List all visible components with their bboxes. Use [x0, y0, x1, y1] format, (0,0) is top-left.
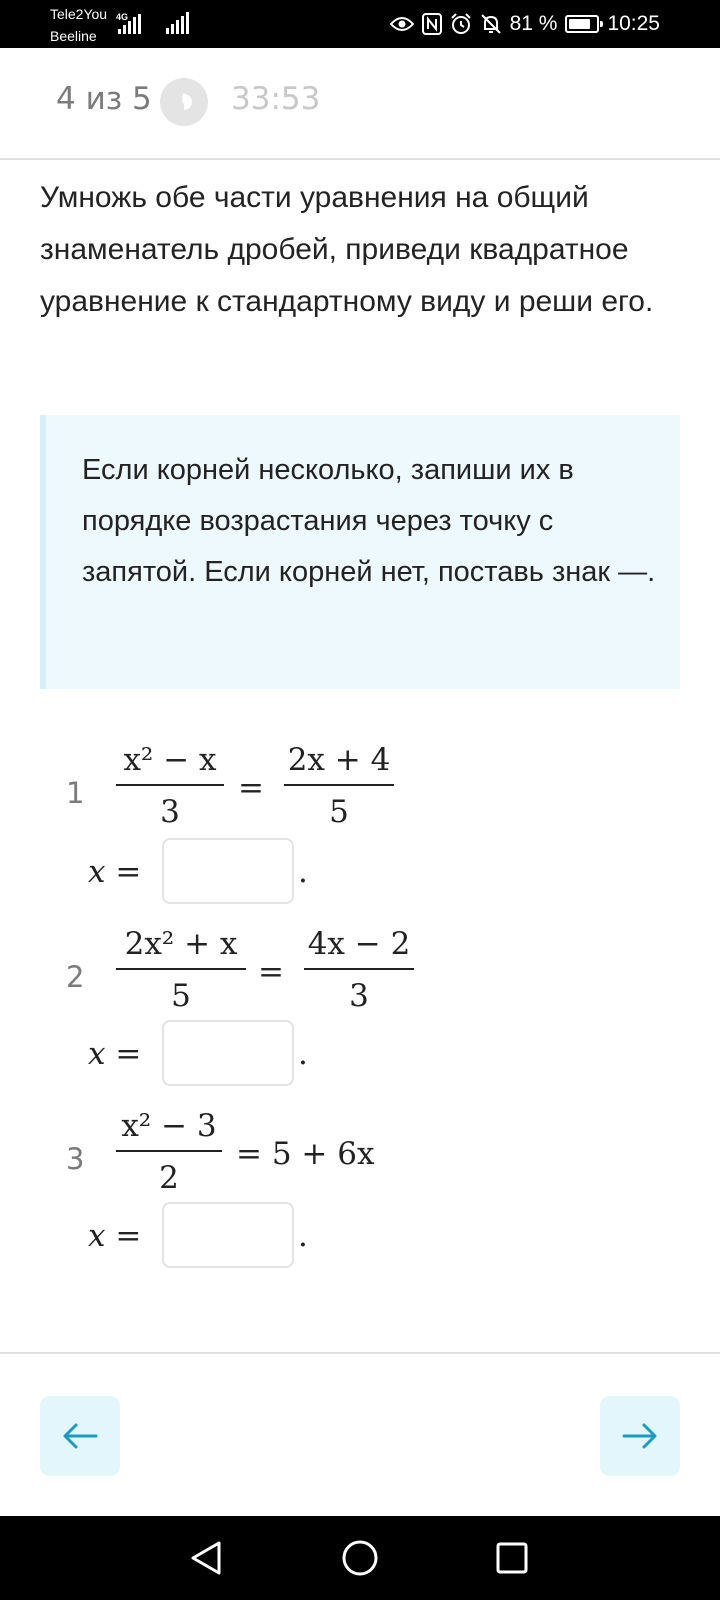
lhs-fraction — [116, 1108, 222, 1196]
test-header — [0, 48, 720, 160]
nfc-icon — [422, 13, 442, 35]
mute-icon — [480, 13, 502, 35]
rhs-numerator: 2x + 4 — [287, 742, 391, 778]
answer-row-1 — [0, 838, 720, 908]
answer-label: x = — [88, 854, 142, 890]
lhs-fraction — [116, 926, 246, 1014]
question-progress: 4 из 5 — [56, 81, 152, 117]
fraction-bar — [116, 1150, 222, 1152]
answer-dot: . — [298, 854, 308, 890]
signal-icon — [118, 14, 141, 34]
equation-number: 1 — [66, 776, 85, 810]
back-icon[interactable] — [182, 1534, 230, 1582]
answer-row-3 — [0, 1202, 720, 1272]
signal-icon — [166, 12, 189, 34]
carrier-1: Tele2You — [50, 6, 108, 22]
fraction-bar — [284, 784, 394, 786]
clock-time: 10:25 — [607, 12, 660, 35]
status-bar — [0, 0, 720, 48]
lhs-numerator: 2x² + x — [124, 926, 238, 962]
arrow-left-icon — [62, 1422, 98, 1450]
eye-icon — [390, 16, 414, 32]
lhs-numerator: x² − x — [123, 742, 217, 778]
lhs-denominator: 3 — [160, 794, 180, 830]
answer-label: x = — [88, 1218, 142, 1254]
hint-box — [40, 415, 680, 689]
fraction-bar — [116, 784, 224, 786]
answer-dot: . — [298, 1218, 308, 1254]
rhs-denominator: 5 — [329, 794, 349, 830]
status-icons — [390, 0, 660, 48]
timer: 33:53 — [231, 81, 321, 117]
equation-3 — [0, 1108, 720, 1208]
lhs-numerator: x² − 3 — [121, 1108, 217, 1144]
battery-icon — [565, 15, 599, 33]
rhs-fraction — [304, 926, 414, 1014]
hint-text: Если корней несколько, запиши их в порядке возрастания через точку с запятой. Если корней нет, поставь знак —. — [82, 454, 656, 588]
fraction-bar — [116, 968, 246, 970]
previous-button[interactable] — [40, 1396, 120, 1476]
equation-2 — [0, 926, 720, 1026]
equals-sign: = — [238, 770, 264, 806]
system-navigation-bar — [0, 1516, 720, 1600]
home-icon[interactable] — [336, 1534, 384, 1582]
equation-1 — [0, 742, 720, 842]
answer-label: x = — [88, 1036, 142, 1072]
right-hand-side: = 5 + 6x — [236, 1136, 375, 1172]
carrier-2: Beeline — [50, 28, 97, 44]
clock-icon — [160, 78, 208, 126]
recents-icon[interactable] — [488, 1534, 536, 1582]
answer-input-3[interactable] — [162, 1202, 294, 1268]
lhs-denominator: 5 — [171, 978, 191, 1014]
rhs-numerator: 4x − 2 — [307, 926, 411, 962]
answer-input-1[interactable] — [162, 838, 294, 904]
equation-number: 3 — [66, 1142, 85, 1176]
answer-dot: . — [298, 1036, 308, 1072]
network-type: 4G — [116, 12, 129, 22]
equals-sign: = — [258, 954, 284, 990]
equation-number: 2 — [66, 960, 85, 994]
rhs-fraction — [284, 742, 394, 830]
answer-row-2 — [0, 1020, 720, 1090]
lhs-denominator: 2 — [159, 1160, 179, 1196]
lhs-fraction — [116, 742, 224, 830]
rhs-denominator: 3 — [349, 978, 369, 1014]
navigation-footer — [0, 1352, 720, 1516]
arrow-right-icon — [622, 1422, 658, 1450]
battery-percent: 81 % — [509, 12, 558, 35]
answer-input-2[interactable] — [162, 1020, 294, 1086]
task-instruction: Умножь обе части уравнения на общий знаменатель дробей, приведи квадратное уравнение к стандартному виду и реши его. — [40, 181, 654, 318]
fraction-bar — [304, 968, 414, 970]
next-button[interactable] — [600, 1396, 680, 1476]
alarm-icon — [450, 13, 472, 35]
